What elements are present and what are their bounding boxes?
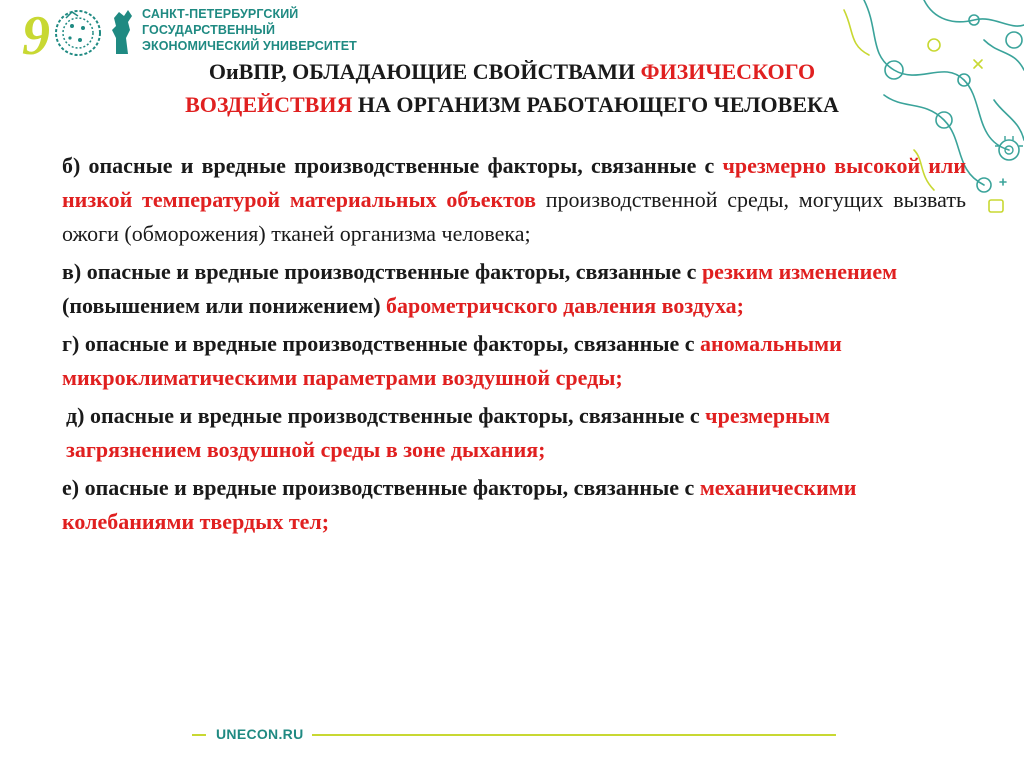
university-name-line-3: ЭКОНОМИЧЕСКИЙ УНИВЕРСИТЕТ — [142, 39, 357, 53]
anniversary-90-logo — [20, 4, 120, 62]
factor-item-v-lead: в) опасные и вредные производственные факторы, связанные с — [62, 259, 702, 284]
factor-item-v-highlight-2: барометричского давления воздуха; — [386, 293, 745, 318]
factor-item-g-lead: г) опасные и вредные производственные факторы, связанные с — [62, 331, 701, 356]
factor-item-g — [62, 327, 966, 395]
factor-item-d-highlight: чрезмерным загрязнением воздушной среды в зоне дыхания; — [66, 403, 830, 462]
factor-item-v-highlight-1: резким изменением — [701, 259, 898, 284]
university-logo — [20, 4, 357, 62]
university-name-line-2: ГОСУДАРСТВЕННЫЙ — [142, 23, 276, 37]
factor-item-b-lead: б) опасные и вредные производственные факторы, связанные с — [62, 153, 723, 178]
factor-item-v — [62, 255, 966, 323]
factor-item-e — [62, 471, 966, 539]
griffin-emblem-icon — [110, 8, 136, 56]
factor-item-g-highlight: аномальными микроклиматическими параметрами воздушной среды; — [62, 331, 842, 390]
footer-divider-left — [192, 734, 206, 736]
university-name — [142, 6, 357, 54]
svg-text:9: 9 — [22, 5, 50, 62]
title-part-3-highlight: ВОЗДЕЙСТВИЯ — [185, 92, 353, 117]
factor-item-b — [62, 149, 966, 251]
factor-item-e-lead: е) опасные и вредные производственные факторы, связанные с — [62, 475, 700, 500]
footer — [192, 724, 836, 744]
factor-list — [62, 149, 966, 543]
factor-item-b-tail: производственной среды, могущих вызвать ожоги (обморожения) тканей организма человека; — [62, 187, 967, 246]
factor-item-d-lead: д) опасные и вредные производственные факторы, связанные с — [66, 403, 706, 428]
title-part-1: ОиВПР, ОБЛАДАЮЩИЕ СВОЙСТВАМИ — [208, 59, 641, 84]
university-name-line-1: САНКТ-ПЕТЕРБУРГСКИЙ — [142, 7, 299, 21]
factor-item-e-highlight: механическими колебаниями твердых тел; — [62, 475, 857, 534]
slide-title — [60, 55, 964, 121]
footer-website: UNECON.RU — [216, 726, 304, 742]
footer-divider-right — [312, 734, 836, 736]
title-part-4: НА ОРГАНИЗМ РАБОТАЮЩЕГО ЧЕЛОВЕКА — [352, 92, 839, 117]
factor-item-b-highlight: чрезмерно высокой или низкой температурой материальных объектов — [62, 153, 966, 212]
title-part-2-highlight: ФИЗИЧЕСКОГО — [640, 59, 816, 84]
factor-item-d — [62, 399, 966, 467]
factor-item-v-mid: (повышением или понижением) — [62, 293, 387, 318]
